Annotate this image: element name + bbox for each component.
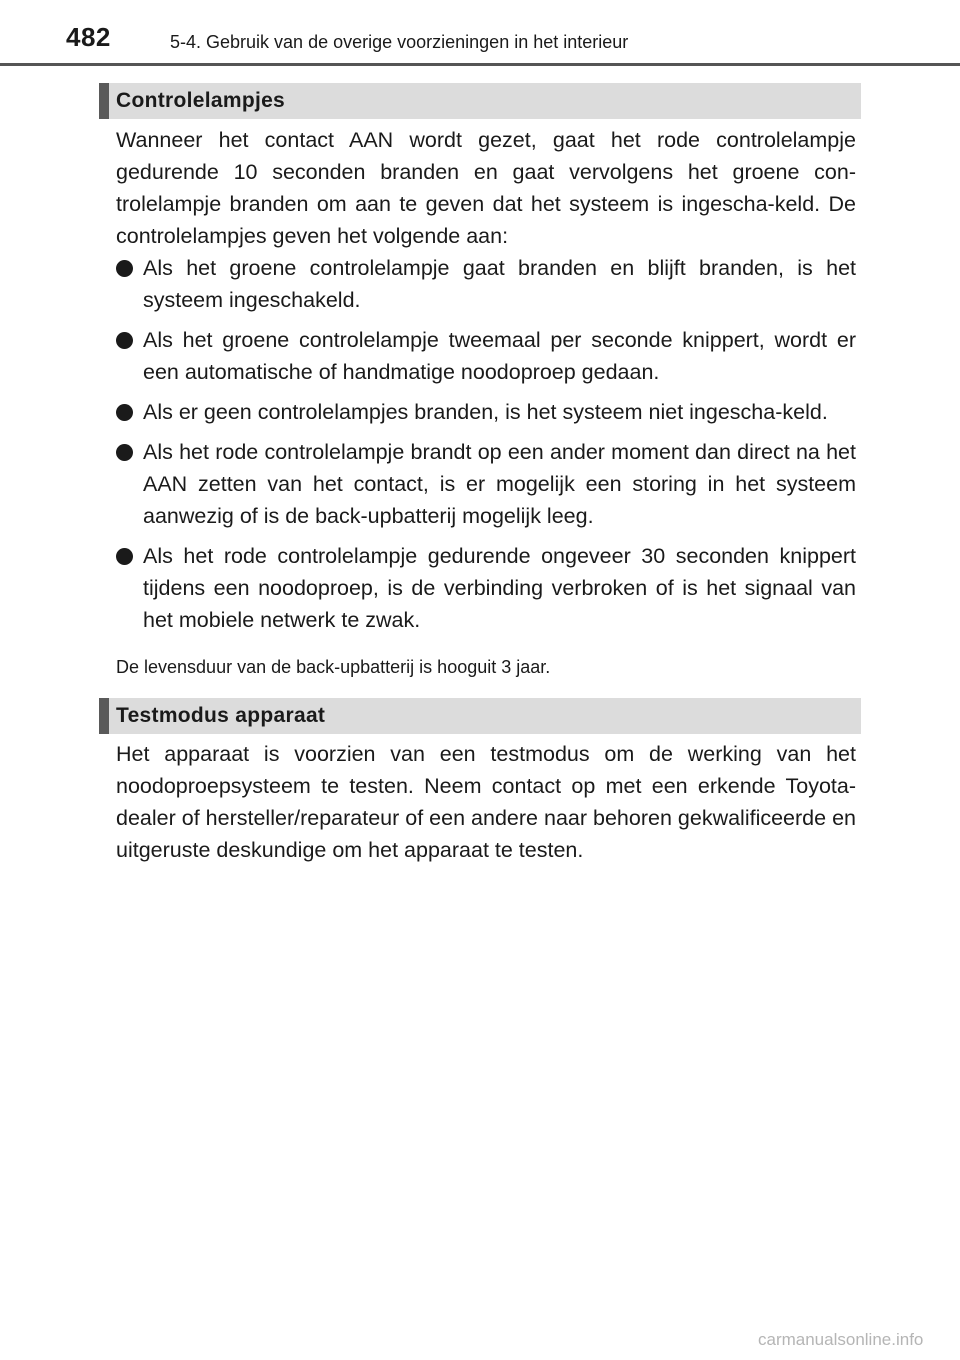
test-paragraph: Het apparaat is voorzien van een testmodus om de werking van het noodoproepsysteem te testen. Neem contact op met een erkende Toyota-dealer of hersteller/reparateur of een andere naar behoren gekwalificeerde en uitgeruste deskundige om het apparaat te testen. (116, 742, 856, 862)
bullet-icon (116, 548, 133, 565)
list-item-text: Als er geen controlelampjes branden, is het systeem niet ingescha-keld. (143, 400, 828, 424)
list-item-text: Als het groene controlelampje tweemaal per seconde knippert, wordt er een automatische of handmatige noodoproep gedaan. (143, 328, 856, 384)
list-item (116, 324, 856, 388)
page-header (0, 0, 960, 64)
list-item (116, 436, 856, 532)
list-item (116, 252, 856, 316)
indicator-list (116, 252, 856, 644)
list-item (116, 396, 856, 428)
page-number: 482 (66, 22, 111, 52)
section-title: Controlelampjes (116, 89, 286, 112)
bullet-icon (116, 332, 133, 349)
bullet-icon (116, 444, 133, 461)
section-header-testmodus (99, 698, 861, 734)
header-divider (0, 63, 960, 66)
section-title: Testmodus apparaat (116, 704, 326, 727)
battery-note: De levensduur van de back-upbatterij is hooguit 3 jaar. (116, 657, 551, 677)
list-item-text: Als het rode controlelampje brandt op een ander moment dan direct na het AAN zetten van het contact, is er mogelijk een storing in het systeem aanwezig of is de back-upbatterij mogelijk leeg. (143, 440, 856, 528)
list-item-text: Als het groene controlelampje gaat branden en blijft branden, is het systeem ingeschakeld. (143, 256, 856, 312)
bullet-icon (116, 260, 133, 277)
watermark: carmanualsonline.info (758, 1330, 924, 1349)
list-item-text: Als het rode controlelampje gedurende ongeveer 30 seconden knippert tijdens een noodoproep, is de verbinding verbroken of is het signaal van het mobiele netwerk te zwak. (143, 544, 856, 632)
chapter-title: 5-4. Gebruik van de overige voorzieningen in het interieur (170, 32, 629, 52)
section-header-controlelampjes (99, 83, 861, 119)
list-item (116, 540, 856, 636)
bullet-icon (116, 404, 133, 421)
intro-paragraph: Wanneer het contact AAN wordt gezet, gaat het rode controlelampje gedurende 10 seconden branden en gaat vervolgens het groene con-trolelampje branden om aan te geven dat het systeem is ingescha-keld. De controlelampjes geven het volgende aan: (116, 128, 856, 248)
